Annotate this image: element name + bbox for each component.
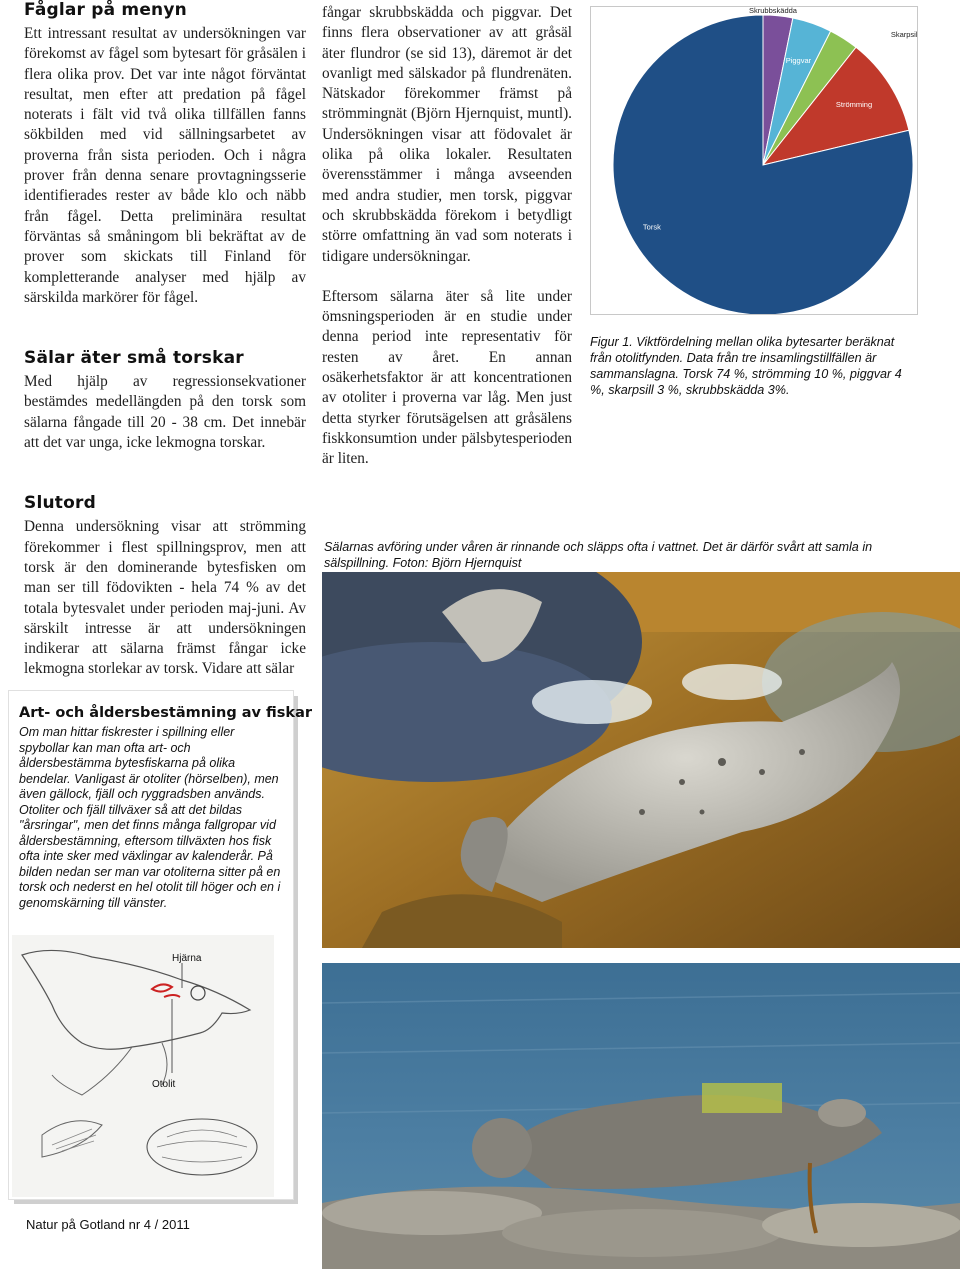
section-heading-birds: Fåglar på menyn [24,0,187,20]
pie-chart-figure [590,6,918,315]
label-brain: Hjärna [172,953,202,964]
label-otolith: Otolit [152,1079,176,1090]
seals-on-rocks-photo [322,963,960,1269]
figure-caption: Figur 1. Viktfördelning mellan olika bytesarter beräknat från otolitfynden. Data från tre insamlingstillfällen är sammanslagna. Torsk 74 %, strömming 10 %, piggvar 4 %, skarpsill 3 %, skrubbskädda 3%. [590,335,902,397]
photo-caption: Sälarnas avföring under våren är rinnande och släpps ofta i vattnet. Det är därför svårt att samla in sälspillning. Foton: Björn Hjernquist [324,540,873,570]
sidebar-box-title: Art- och åldersbestämning av fiskar [19,705,313,721]
pie-label-piggvar: Piggvar [785,55,812,65]
middle-paragraph-1: fångar skrubbskädda och piggvar. Det finns flera observationer av att gråsäl äter flundror (se sid 13), däremot är det ovanligt med sälskador på flundrenäten. Nätskador förekommer främst på strömmingnät (Björn Hjernquist, muntl). Undersökningen visar att födovalet är olika på olika lokaler. Resultaten överensstämmer i många avseenden med andra studier, men torsk, piggvar och skrubbskädda förekom i betydligt större omfattning än vad som noterats i tidigare undersökningar. [322,4,572,265]
pie-label-torsk: Torsk [642,222,661,232]
cod-otolith-sketch [12,935,274,1197]
left-column [24,0,306,680]
pie-label-skarpsill: Skarpsill [890,30,917,39]
section-heading-small-cod: Sälar äter små torskar [24,348,244,369]
section-text-birds: Ett intressant resultat av undersökningen var förekomst av fågel som bytesart för gråsälen i flera olika prov. Det var inte något förväntat resultat, men efter att predation på fågel noterats i fält vid två olika tillfällen fanns sökbilden med vid sällningsarbetet av proverna från sista perioden. Och i några prover från denna senare provtagningsserie identifierades rester av både klo och näbb från fågel. Detta preliminära resultat förväntas så småningom bli bekräftat av de prover som skickats till Finland för kompletterande analyser med hjälp av särskilda markörer för fågel. [24,25,306,306]
middle-paragraph-2: Eftersom sälarna äter så lite under ömsningsperioden är en studie under denna period inte representativ för resten av året. En annan osäkerhetsfaktor är att koncentrationen av otoliter i proverna var låg. Men just detta styrker förutsägelsen att gråsälens fiskkonsumtion under pälsbytesperioden är liten. [322,287,572,468]
page-footer: Natur på Gotland nr 4 / 2011 [26,1217,190,1232]
middle-column [322,3,572,470]
pie-chart [591,7,917,314]
section-text-small-cod: Med hjälp av regressionsekvationer bestämdes medellängden på den torsk som sälarna fångade till 20 - 38 cm. Det innebär att det var unga, icke lekmogna torskar. [24,373,306,452]
section-heading-conclusion: Slutord [24,493,96,514]
section-text-conclusion: Denna undersökning visar att strömming förekommer i flest spillningsprov, men att torsk är den dominerande bytesfisken om man ser till födovikten - hela 74 % av det totala bytesvalet under perioden maj-juni. Av särskilt intresse är att undersökningen indikerar att sälarna främst fångar icke lekmogna storlekar av torsk. Vidare att sälar [24,518,306,678]
sidebar-box-text: Om man hittar fiskrester i spillning eller spybollar kan man ofta art- och åldersbestämma bytesfiskarna på olika bendelar. Vanligast är otoliter (hörselben), men även gällock, fjäll och ryggradsben används. Otoliter och fjäll tillväxer så att det bildas "årsringar", men det finns många fallgropar vid åldersbestämning, eftersom tillväxten hos fisk ofta inte sker med växlingar av kalenderår. På bilden nedan ser man var otoliterna sitter på en torsk och nederst en hel otolit till höger och en i genomskärning till vänster. [19,725,281,910]
seal-splash-photo [322,572,960,948]
pie-label-strömming: Strömming [835,99,873,109]
sidebar-box [8,690,313,1200]
pie-label-skrubbskädda: Skrubbskädda [749,7,797,15]
